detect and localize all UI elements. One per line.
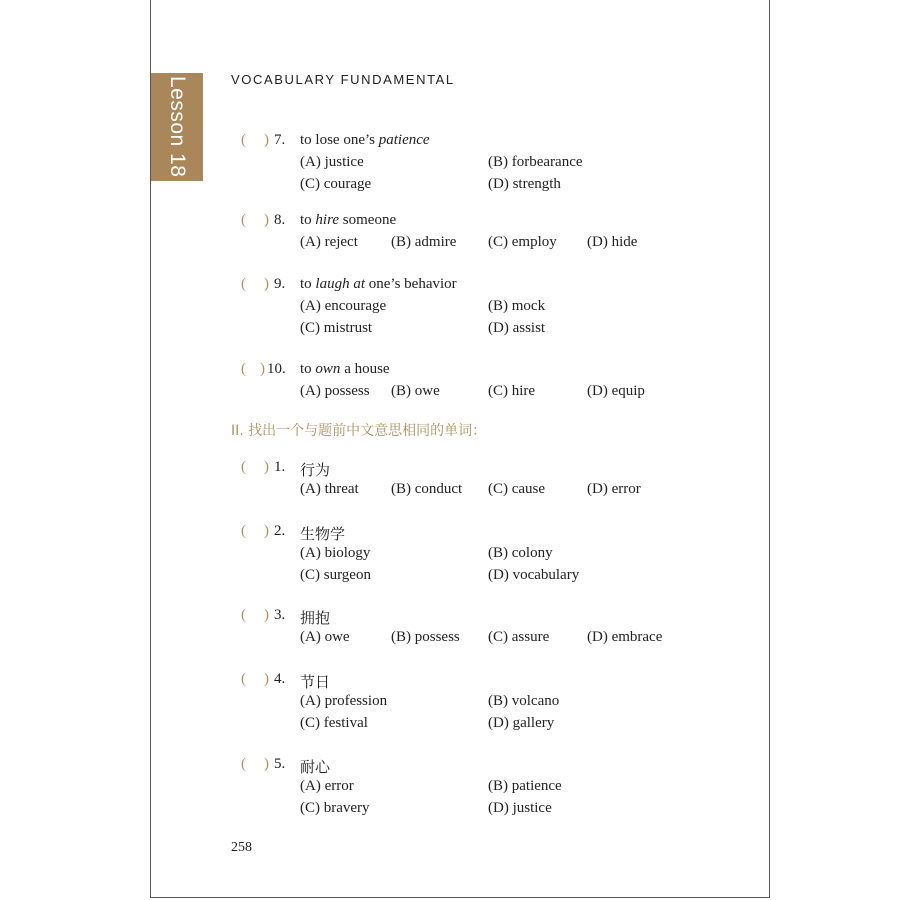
option-a: (A) reject xyxy=(300,234,358,250)
section-two-heading: II. 找出一个与题前中文意思相同的单词： xyxy=(231,423,487,439)
option-a: (A) encourage xyxy=(300,298,387,314)
option-d: (D) hide xyxy=(587,234,638,250)
option-a: (A) threat xyxy=(300,481,359,497)
page-number: 258 xyxy=(231,840,252,855)
option-d: (D) error xyxy=(587,481,641,497)
option-b: (B) possess xyxy=(391,629,460,645)
question-number: 9. xyxy=(274,276,286,292)
question-number: 3. xyxy=(274,607,286,623)
option-b: (B) owe xyxy=(391,383,440,399)
option-c: (C) cause xyxy=(488,481,546,497)
option-d: (D) gallery xyxy=(488,715,555,731)
option-c: (C) bravery xyxy=(300,800,370,816)
option-a: (A) owe xyxy=(300,629,350,645)
option-d: (D) equip xyxy=(587,383,645,399)
option-d: (D) assist xyxy=(488,320,546,336)
option-b: (B) volcano xyxy=(488,693,560,709)
question-stem: 拥抱 xyxy=(300,611,331,627)
lesson-tab-label: Lesson 18 xyxy=(166,76,189,178)
option-a: (A) possess xyxy=(300,383,370,399)
question-stem: to lose one’s patience xyxy=(300,132,430,148)
question-number: 2. xyxy=(274,523,286,539)
answer-blank[interactable]: ( ) xyxy=(241,756,269,772)
option-d: (D) vocabulary xyxy=(488,567,580,583)
option-a: (A) biology xyxy=(300,545,371,561)
option-b: (B) colony xyxy=(488,545,553,561)
question-stem: to laugh at one’s behavior xyxy=(300,276,457,292)
option-c: (C) courage xyxy=(300,176,372,192)
question-number: 7. xyxy=(274,132,286,148)
option-d: (D) strength xyxy=(488,176,561,192)
option-c: (C) surgeon xyxy=(300,567,371,583)
lesson-tab xyxy=(151,73,203,181)
option-b: (B) forbearance xyxy=(488,154,583,170)
answer-blank[interactable]: ( ) xyxy=(241,523,269,539)
answer-blank[interactable]: ( ) xyxy=(241,361,265,377)
answer-blank[interactable]: ( ) xyxy=(241,607,269,623)
question-number: 1. xyxy=(274,459,286,475)
answer-blank[interactable]: ( ) xyxy=(241,212,269,228)
option-c: (C) employ xyxy=(488,234,557,250)
option-d: (D) embrace xyxy=(587,629,663,645)
option-b: (B) admire xyxy=(391,234,457,250)
option-c: (C) festival xyxy=(300,715,368,731)
running-head: VOCABULARY FUNDAMENTAL xyxy=(231,72,455,87)
option-c: (C) mistrust xyxy=(300,320,373,336)
option-a: (A) profession xyxy=(300,693,388,709)
answer-blank[interactable]: ( ) xyxy=(241,459,269,475)
question-stem: 行为 xyxy=(300,463,331,479)
option-c: (C) hire xyxy=(488,383,536,399)
question-stem: to own a house xyxy=(300,361,390,377)
question-number: 5. xyxy=(274,756,286,772)
question-stem: 生物学 xyxy=(300,527,346,543)
question-number: 4. xyxy=(274,671,286,687)
option-b: (B) conduct xyxy=(391,481,463,497)
question-stem: 节日 xyxy=(300,675,331,691)
option-a: (A) justice xyxy=(300,154,364,170)
option-c: (C) assure xyxy=(488,629,550,645)
answer-blank[interactable]: ( ) xyxy=(241,671,269,687)
question-number: 10. xyxy=(267,361,286,377)
question-stem: to hire someone xyxy=(300,212,397,228)
option-b: (B) mock xyxy=(488,298,546,314)
option-a: (A) error xyxy=(300,778,354,794)
answer-blank[interactable]: ( ) xyxy=(241,276,269,292)
question-stem: 耐心 xyxy=(300,760,331,776)
option-d: (D) justice xyxy=(488,800,552,816)
option-b: (B) patience xyxy=(488,778,562,794)
answer-blank[interactable]: ( ) xyxy=(241,132,269,148)
question-number: 8. xyxy=(274,212,286,228)
book-page xyxy=(150,0,770,898)
